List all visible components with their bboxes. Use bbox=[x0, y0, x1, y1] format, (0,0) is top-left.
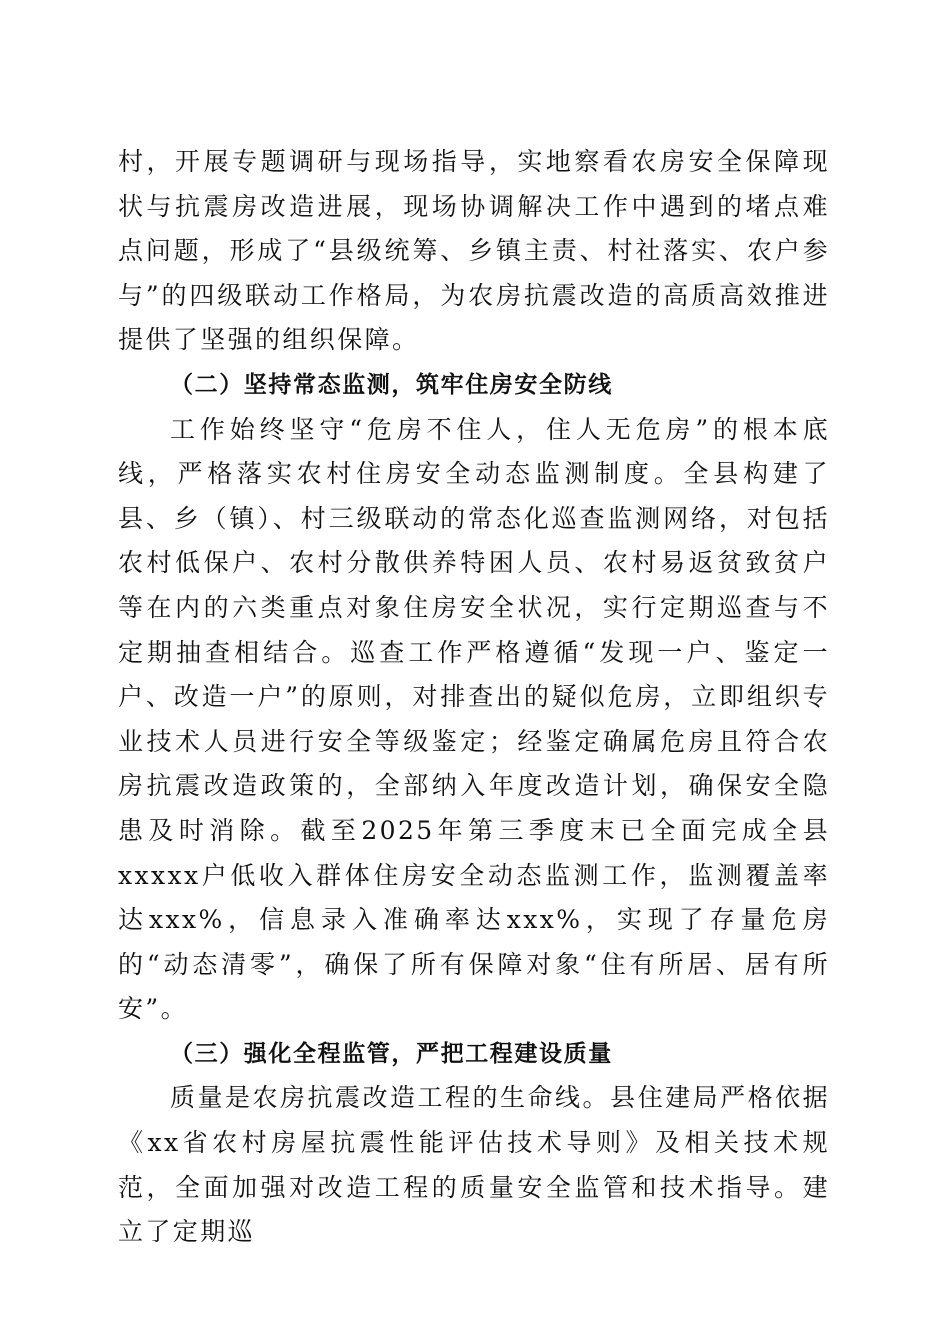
section-heading-2: （二）坚持常态监测，筑牢住房安全防线 bbox=[170, 371, 613, 398]
document-page bbox=[118, 140, 830, 1255]
body-paragraph-3: 质量是农房抗震改造工程的生命线。县住建局严格依据《xx省农村房屋抗震性能评估技术导则》及相关技术规范，全面加强对改造工程的质量安全监管和技术指导。建立了定期巡 bbox=[118, 1083, 830, 1247]
body-paragraph-2: 工作始终坚守“危房不住人，住人无危房”的根本底线，严格落实农村住房安全动态监测制度。全县构建了县、乡（镇）、村三级联动的常态化巡查监测网络，对包括农村低保户、农村分散供养特困人员、农村易返贫致贫户等在内的六类重点对象住房安全状况，实行定期巡查与不定期抽查相结合。巡查工作严格遵循“发现一户、鉴定一户、改造一户”的原则，对排查出的疑似危房，立即组织专业技术人员进行安全等级鉴定；经鉴定确属危房且符合农房抗震改造政策的，全部纳入年度改造计划，确保安全隐患及时消除。截至2025年第三季度末已全面完成全县xxxxx户低收入群体住房安全动态监测工作，监测覆盖率达xxx%，信息录入准确率达xxx%，实现了存量危房的“动态清零”，确保了所有保障对象“住有所居、居有所安”。 bbox=[118, 414, 830, 1024]
section-heading-3: （三）强化全程监管，严把工程建设质量 bbox=[170, 1040, 613, 1067]
body-paragraph-1: 村，开展专题调研与现场指导，实地察看农房安全保障现状与抗震房改造进展，现场协调解决工作中遇到的堵点难点问题，形成了“县级统筹、乡镇主责、村社落实、农户参与”的四级联动工作格局，为农房抗震改造的高质高效推进提供了坚强的组织保障。 bbox=[118, 147, 830, 355]
